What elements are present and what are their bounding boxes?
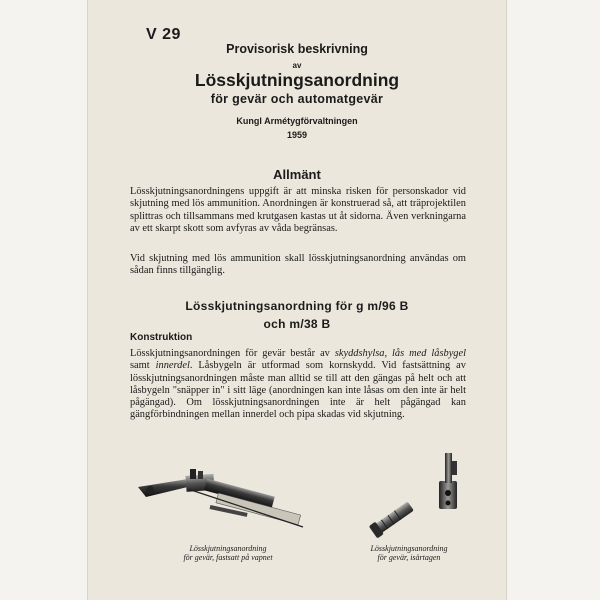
paragraph-konstruktion-emphasis-1: skyddshylsa, lås med låsbygel xyxy=(334,348,467,359)
paragraph-konstruktion xyxy=(130,348,466,422)
section-heading-gm96-line2: och m/38 B xyxy=(263,317,331,331)
paragraph-konstruktion-mid: samt xyxy=(130,360,156,372)
figure-caption-disassembled-line2: för gevär, isärtagen xyxy=(377,553,441,562)
paragraph-konstruktion-intro: Lösskjutningsanordningen för gevär består av xyxy=(130,348,335,359)
figure-caption-mounted xyxy=(148,544,308,562)
section-heading-allmant: Allmänt xyxy=(273,167,321,182)
document-av: av xyxy=(292,61,302,70)
paragraph-konstruktion-emphasis-2: innerdel xyxy=(155,360,190,372)
paragraph-allmant-1: Lösskjutningsanordningens uppgift är att minska risken för personskador vid skjutning med lös ammunition. Anordningen är konstruerad så, att träprojektilen splittras och tillsammans med krutgasen kastas ut åt sidorna. Även verkningarna av ett skarpt skott som avfyras av våda begränsas. xyxy=(130,186,466,234)
figure-caption-disassembled xyxy=(334,544,484,562)
document-code: V 29 xyxy=(146,26,181,43)
figure-disassembled-device xyxy=(343,447,483,542)
document-issuer: Kungl Armétygförvaltningen xyxy=(236,116,358,126)
figure-caption-disassembled-line1: Lösskjutningsanordning xyxy=(370,544,448,553)
figure-mounted-device xyxy=(128,455,318,540)
paragraph-konstruktion-rest: . Låsbygeln är utformad som kornskydd. Vid fastsättning av lösskjutningsanordningen måste man alltid se till att den gängas på helt och att låsbygeln "snäpper in" i sitt läge (anordningen kan inte låsas om den inte är helt pågängad). Om lösskjutningsanordningen inte är helt pågängad kan gängförbindningen mellan innerdel och pipa skadas vid skjutning. xyxy=(130,360,466,421)
subheading-konstruktion: Konstruktion xyxy=(130,332,193,343)
figure-caption-mounted-line2: för gevär, fastsatt på vapnet xyxy=(183,553,273,562)
document-page xyxy=(88,0,506,600)
section-heading-gm96-line1: Lösskjutningsanordning för g m/96 B xyxy=(185,299,409,313)
document-title: Lösskjutningsanordning xyxy=(194,70,400,90)
paragraph-allmant-2: Vid skjutning med lös ammunition skall lösskjutningsanordning användas om sådan finns tillgänglig. xyxy=(130,253,466,277)
figure-caption-mounted-line1: Lösskjutningsanordning xyxy=(189,544,267,553)
document-subtitle-top: Provisorisk beskrivning xyxy=(226,42,368,56)
document-subtitle: för gevär och automatgevär xyxy=(210,92,384,106)
document-year: 1959 xyxy=(286,130,308,140)
